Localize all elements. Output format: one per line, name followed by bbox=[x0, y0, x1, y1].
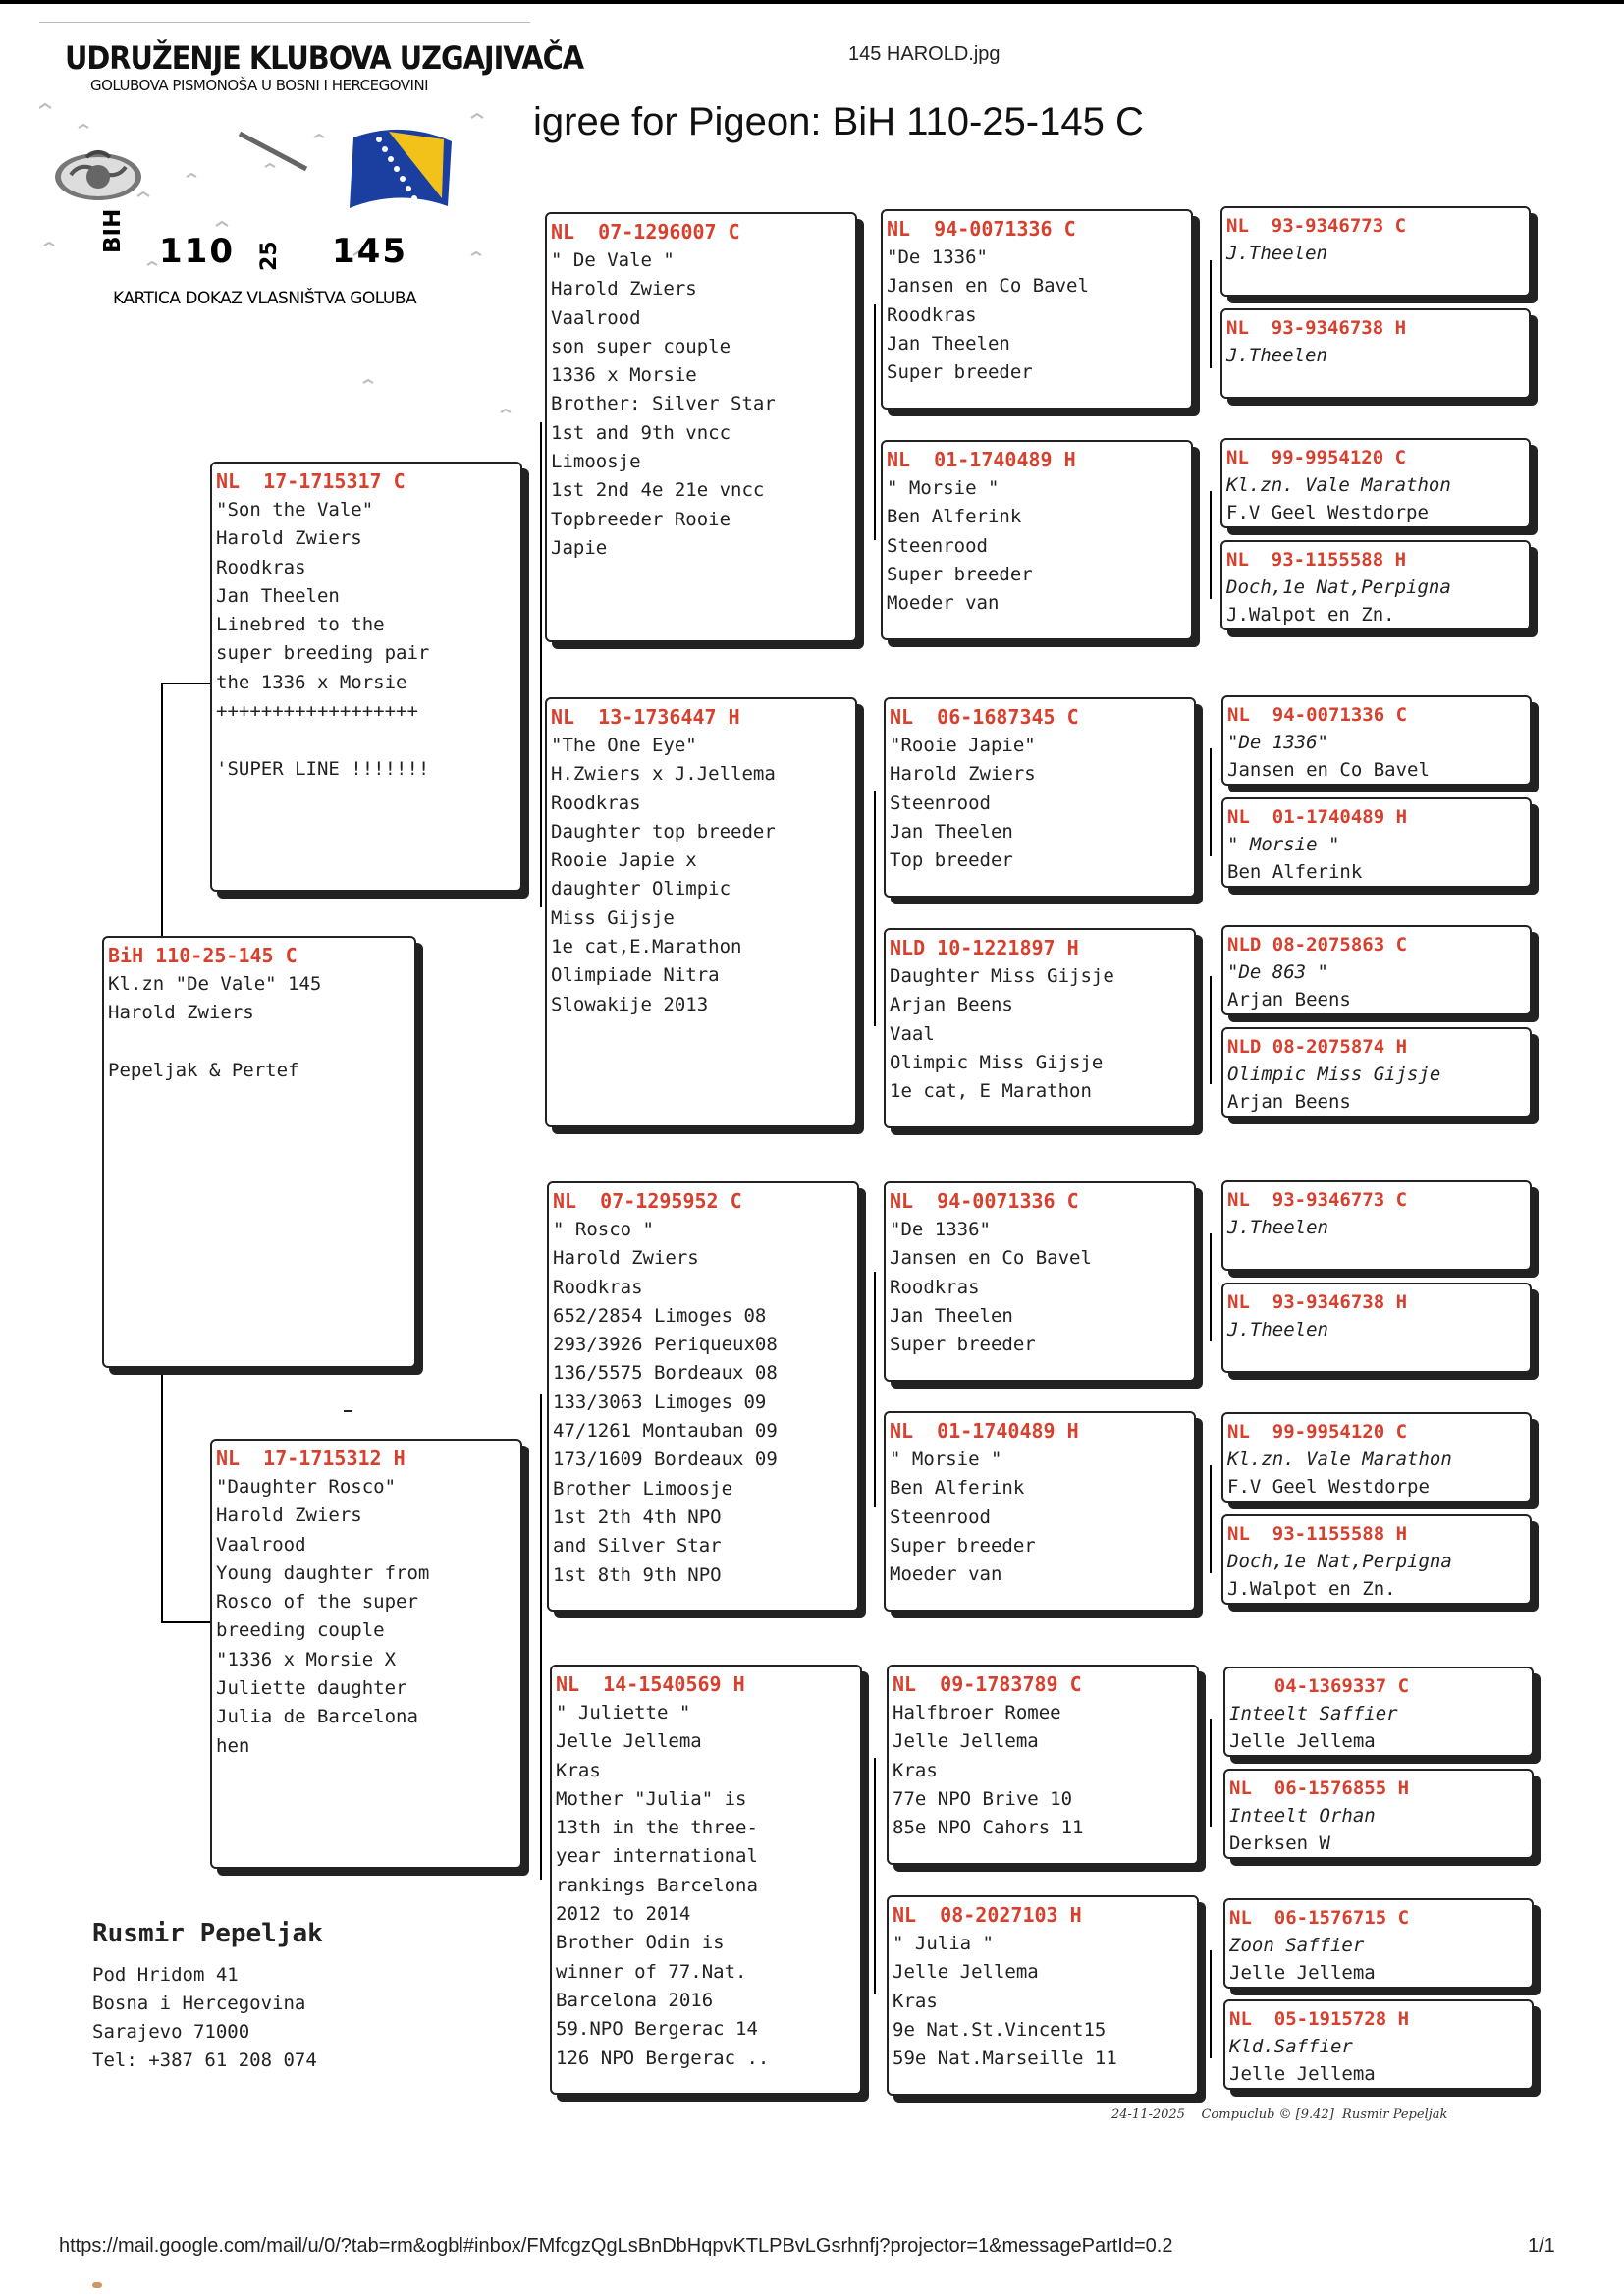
pigeon-info: Brother Odin is bbox=[556, 1932, 725, 1954]
pigeon-info: Zoon Saffier bbox=[1229, 1935, 1365, 1956]
pigeon-info: Limoosje bbox=[551, 451, 641, 473]
owner-name: Rusmir Pepeljak bbox=[92, 1919, 323, 1948]
source-url: https://mail.google.com/mail/u/0/?tab=rm&ogbl#inbox/FMfcgzQgLsBnDbHqpvKTLPBvLGsrhnfj?projector=1&messagePartId=0.2 bbox=[59, 2235, 1173, 2257]
ring-number: NL 05-1915728 H bbox=[1229, 2008, 1410, 2030]
connector bbox=[1210, 748, 1212, 856]
pigeon-info: Halfbroer Romee bbox=[893, 1702, 1061, 1723]
pigeon-info: F.V Geel Westdorpe bbox=[1226, 502, 1429, 523]
pigeon-info: Brother: Silver Star bbox=[551, 393, 776, 415]
pigeon-info: Pepeljak & Pertef bbox=[108, 1059, 299, 1081]
pigeon-info: winner of 77.Nat. bbox=[556, 1960, 747, 1983]
page-title: igree for Pigeon: BiH 110-25-145 C bbox=[533, 100, 1144, 143]
pigeon-info: Super breeder bbox=[887, 563, 1033, 585]
owner-phone: Tel: +387 61 208 074 bbox=[92, 2049, 317, 2071]
pigeon-info: Jelle Jellema bbox=[556, 1730, 702, 1753]
pigeon-info: 1st 2th 4th NPO bbox=[553, 1505, 722, 1528]
ring-number: NL 07-1296007 C bbox=[551, 220, 740, 244]
pigeon-info: Kld.Saffier bbox=[1229, 2036, 1353, 2057]
connector bbox=[1210, 491, 1212, 599]
ring-number: NLD 08-2075863 C bbox=[1227, 934, 1408, 956]
pigeon-info: Inteelt Saffier bbox=[1229, 1703, 1398, 1724]
pigeon-info: Daughter top breeder bbox=[551, 820, 776, 843]
pigeon-info: " Rosco " bbox=[553, 1219, 654, 1240]
owner-street: Pod Hridom 41 bbox=[92, 1964, 239, 1986]
pigeon-info: 133/3063 Limoges 09 bbox=[553, 1391, 767, 1413]
pigeon-info: 47/1261 Montauban 09 bbox=[553, 1420, 778, 1443]
pigeon-info: Jansen en Co Bavel bbox=[890, 1247, 1092, 1270]
pigeon-info: " Morsie " bbox=[887, 477, 1000, 499]
footer-author: Rusmir Pepeljak bbox=[1342, 2107, 1448, 2122]
pigeon-info: J.Theelen bbox=[1226, 345, 1327, 366]
pigeon-info: Jelle Jellema bbox=[1229, 1962, 1376, 1984]
pigeon-info: Steenrood bbox=[890, 792, 991, 814]
pigeon-info: son super couple bbox=[551, 335, 731, 357]
pigeon-info: 'SUPER LINE !!!!!!! bbox=[216, 757, 430, 780]
pigeon-info: Kl.zn. Vale Marathon bbox=[1226, 474, 1451, 496]
baton-icon bbox=[236, 130, 310, 173]
pigeon-info: daughter Olimpic bbox=[551, 878, 731, 901]
pigeon-info: 2012 to 2014 bbox=[556, 1903, 691, 1926]
ring-number: NL 09-1783789 C bbox=[893, 1672, 1082, 1696]
ring-number: 04-1369337 C bbox=[1229, 1675, 1410, 1697]
connector bbox=[874, 1758, 876, 1994]
pigeon-card-dsd bbox=[884, 1411, 1196, 1612]
pigeon-info: " Morsie " bbox=[1227, 834, 1340, 855]
pigeon-info: 1e cat,E.Marathon bbox=[551, 936, 742, 958]
pigeon-card-gen5-9 bbox=[1221, 1180, 1532, 1271]
pigeon-info: Ben Alferink bbox=[890, 1477, 1025, 1500]
pigeon-info: Jansen en Co Bavel bbox=[1227, 759, 1430, 781]
pigeon-info: Olimpic Miss Gijsje bbox=[1227, 1064, 1441, 1085]
ring-number: BiH 110-25-145 C bbox=[108, 944, 298, 967]
pigeon-card-gen5-5 bbox=[1221, 695, 1532, 786]
card-number-25: 25 bbox=[257, 241, 282, 271]
pigeon-info: Rooie Japie x bbox=[551, 849, 697, 872]
card-caption: KARTICA DOKAZ VLASNIŠTVA GOLUBA bbox=[113, 289, 417, 308]
pigeon-info: Harold Zwiers bbox=[108, 1002, 254, 1024]
pigeon-card-sss bbox=[881, 209, 1193, 410]
pigeon-info bbox=[216, 726, 516, 754]
pigeon-info: Mother "Julia" is bbox=[556, 1787, 747, 1810]
pigeon-info: Brother Limoosje bbox=[553, 1477, 733, 1500]
pigeon-card-sds bbox=[884, 697, 1196, 898]
pigeon-info: 85e NPO Cahors 11 bbox=[893, 1817, 1084, 1839]
connector bbox=[1210, 976, 1212, 1084]
page-number: 1/1 bbox=[1528, 2235, 1555, 2257]
pigeon-info: Jan Theelen bbox=[216, 584, 340, 607]
pigeon-info: Harold Zwiers bbox=[216, 1504, 362, 1527]
pigeon-card-gen5-8 bbox=[1221, 1027, 1532, 1118]
pigeon-info: 293/3926 Periqueux08 bbox=[553, 1334, 778, 1356]
pigeon-info: Steenrood bbox=[890, 1505, 991, 1528]
pigeon-info: Jelle Jellema bbox=[893, 1961, 1039, 1984]
pigeon-card-gen5-16 bbox=[1223, 1999, 1534, 2090]
pigeon-info: Julia de Barcelona bbox=[216, 1706, 418, 1728]
pigeon-info: Jan Theelen bbox=[887, 332, 1010, 355]
connector bbox=[1210, 260, 1212, 368]
pigeon-info: "De 863 " bbox=[1227, 961, 1328, 983]
pigeon-card-gen5-15 bbox=[1223, 1898, 1534, 1989]
pigeon-card-gen5-4 bbox=[1220, 540, 1531, 630]
print-footer bbox=[1111, 2107, 1447, 2122]
pigeon-info: "De 1336" bbox=[1227, 732, 1328, 753]
pigeon-info: Jansen en Co Bavel bbox=[887, 275, 1089, 298]
pigeon-info: 77e NPO Brive 10 bbox=[893, 1787, 1073, 1810]
pigeon-card-dam-sire bbox=[547, 1181, 859, 1612]
pigeon-info: Roodkras bbox=[216, 556, 306, 578]
pigeon-info: Kras bbox=[893, 1759, 938, 1781]
pigeon-card-gen5-11 bbox=[1221, 1412, 1532, 1503]
pigeon-info: Top breeder bbox=[890, 849, 1013, 872]
ring-number: NL 01-1740489 H bbox=[890, 1419, 1079, 1443]
pigeon-info: ++++++++++++++++++ bbox=[216, 700, 418, 723]
pigeon-info: J.Walpot en Zn. bbox=[1226, 604, 1395, 626]
pigeon-info: F.V Geel Westdorpe bbox=[1227, 1476, 1430, 1498]
ring-number: NL 93-9346773 C bbox=[1227, 1189, 1408, 1211]
pigeon-info: rankings Barcelona bbox=[556, 1874, 758, 1896]
pigeon-info: "Daughter Rosco" bbox=[216, 1476, 397, 1498]
org-subtitle: GOLUBOVA PISMONOŠA U BOSNI I HERCEGOVINI bbox=[90, 77, 429, 94]
ring-number: NLD 10-1221897 H bbox=[890, 936, 1079, 959]
software-credit: Compuclub © [9.42] bbox=[1201, 2107, 1334, 2122]
pigeon-info: 126 NPO Bergerac .. bbox=[556, 2047, 770, 2069]
pigeon-card-gen5-2 bbox=[1220, 308, 1531, 399]
pigeon-info: 652/2854 Limoges 08 bbox=[553, 1304, 767, 1327]
pigeon-card-sire-dam bbox=[545, 697, 857, 1127]
pigeon-info: Moeder van bbox=[890, 1563, 1002, 1586]
pigeon-card-dam bbox=[210, 1439, 522, 1869]
pigeon-info: Arjan Beens bbox=[1227, 989, 1351, 1011]
pigeon-info: Juliette daughter bbox=[216, 1677, 407, 1700]
pigeon-info: 1336 x Morsie bbox=[551, 364, 697, 387]
pigeon-info: Olimpic Miss Gijsje bbox=[890, 1051, 1104, 1073]
ring-number: NL 13-1736447 H bbox=[551, 705, 740, 729]
pigeon-info: Kras bbox=[893, 1990, 938, 2012]
ring-number: NL 08-2027103 H bbox=[893, 1903, 1082, 1927]
pigeon-card-gen5-10 bbox=[1221, 1283, 1532, 1373]
pigeon-card-sdd bbox=[884, 928, 1196, 1128]
connector bbox=[161, 1621, 212, 1623]
pigeon-info: 1st 2nd 4e 21e vncc bbox=[551, 479, 765, 502]
ring-number: NL 17-1715317 C bbox=[216, 469, 406, 493]
file-name: 145 HAROLD.jpg bbox=[848, 43, 1001, 65]
pigeon-info: Vaalrood bbox=[551, 306, 641, 329]
print-date: 24-11-2025 bbox=[1111, 2107, 1185, 2122]
pigeon-info: Japie bbox=[551, 536, 608, 559]
pigeon-card-ddd bbox=[887, 1895, 1199, 2096]
ring-number: NL 94-0071336 C bbox=[1227, 704, 1408, 726]
pigeon-info: " Julia " bbox=[893, 1933, 994, 1954]
pigeon-info: "De 1336" bbox=[887, 246, 988, 268]
pigeon-info: Harold Zwiers bbox=[890, 763, 1036, 786]
pigeon-card-dds bbox=[887, 1665, 1199, 1865]
ring-number: NL 06-1576715 C bbox=[1229, 1907, 1410, 1929]
pigeon-info: Young daughter from bbox=[216, 1561, 430, 1584]
ring-number: NL 14-1540569 H bbox=[556, 1672, 745, 1696]
ring-number: NL 94-0071336 C bbox=[890, 1189, 1079, 1213]
bih-flag-icon bbox=[344, 126, 458, 212]
pigeon-info: 1e cat, E Marathon bbox=[890, 1080, 1092, 1103]
ring-number: NL 93-1155588 H bbox=[1226, 549, 1407, 571]
ring-number: NL 93-9346738 H bbox=[1227, 1291, 1408, 1313]
pigeon-info: Daughter Miss Gijsje bbox=[890, 965, 1114, 987]
pigeon-card-sire-sire bbox=[545, 212, 857, 642]
pigeon-info: " Juliette " bbox=[556, 1702, 691, 1723]
dash-mark bbox=[344, 1410, 352, 1412]
pigeon-info: "The One Eye" bbox=[551, 735, 697, 756]
pigeon-info: Steenrood bbox=[887, 534, 988, 557]
pigeon-info: J.Walpot en Zn. bbox=[1227, 1578, 1396, 1600]
ring-number: NL 17-1715312 H bbox=[216, 1447, 406, 1470]
pigeon-card-gen5-13 bbox=[1223, 1667, 1534, 1757]
pigeon-info: Harold Zwiers bbox=[551, 278, 697, 301]
pigeon-info: Miss Gijsje bbox=[551, 906, 675, 929]
pigeon-card-gen5-3 bbox=[1220, 438, 1531, 528]
pigeon-info: Jelle Jellema bbox=[893, 1730, 1039, 1753]
pigeon-info: Kras bbox=[556, 1759, 601, 1781]
pigeon-info: Linebred to the bbox=[216, 614, 385, 636]
pigeon-info: Roodkras bbox=[890, 1276, 980, 1298]
connector bbox=[1210, 1233, 1212, 1341]
ring-number: NL 06-1576855 H bbox=[1229, 1777, 1410, 1799]
pigeon-info: Doch,1e Nat,Perpigna bbox=[1226, 576, 1451, 598]
pigeon-info: J.Theelen bbox=[1226, 243, 1327, 264]
pigeon-info: "Rooie Japie" bbox=[890, 735, 1036, 756]
ring-number: NL 06-1687345 C bbox=[890, 705, 1079, 729]
pigeon-info: Kl.zn "De Vale" 145 bbox=[108, 973, 322, 995]
pigeon-info: 59.NPO Bergerac 14 bbox=[556, 2018, 758, 2041]
pigeon-info: " De Vale " bbox=[551, 249, 675, 271]
pigeon-card-subject bbox=[102, 936, 416, 1368]
pigeon-info: 1st and 9th vncc bbox=[551, 421, 731, 444]
pigeon-info: Derksen W bbox=[1229, 1832, 1330, 1854]
pigeon-info: Roodkras bbox=[553, 1276, 643, 1298]
pigeon-info: Jan Theelen bbox=[890, 820, 1013, 843]
ring-number: NL 93-9346773 C bbox=[1226, 215, 1407, 237]
pigeon-info: 1st 8th 9th NPO bbox=[553, 1563, 722, 1586]
pigeon-info: Ben Alferink bbox=[887, 506, 1022, 528]
pigeon-card-gen5-6 bbox=[1221, 797, 1532, 888]
pigeon-info bbox=[108, 1028, 410, 1057]
pigeon-info: Vaalrood bbox=[216, 1533, 306, 1556]
pigeon-info: Vaal bbox=[890, 1022, 935, 1045]
pigeon-card-ssd bbox=[881, 440, 1193, 640]
pigeon-card-gen5-1 bbox=[1220, 206, 1531, 297]
pigeon-info: "De 1336" bbox=[890, 1219, 991, 1240]
birds-background bbox=[39, 59, 550, 471]
pigeon-info: 13th in the three- bbox=[556, 1817, 758, 1839]
ring-number: NL 99-9954120 C bbox=[1227, 1421, 1408, 1443]
pigeon-card-gen5-12 bbox=[1221, 1514, 1532, 1605]
connector bbox=[1210, 1719, 1212, 1827]
pigeon-info: and Silver Star bbox=[553, 1535, 722, 1557]
scan-mark bbox=[92, 2282, 102, 2288]
ring-number: NL 01-1740489 H bbox=[887, 448, 1076, 471]
connector bbox=[1210, 1465, 1212, 1573]
pigeon-info: Arjan Beens bbox=[890, 994, 1013, 1016]
pigeon-info: Super breeder bbox=[890, 1534, 1036, 1557]
pigeon-info: J.Theelen bbox=[1227, 1217, 1328, 1238]
org-name: UDRUŽENJE KLUBOVA UZGAJIVAČA bbox=[65, 39, 584, 77]
pigeon-info: J.Theelen bbox=[1227, 1319, 1328, 1340]
pigeon-info: Inteelt Orhan bbox=[1229, 1805, 1376, 1827]
ring-number: NL 94-0071336 C bbox=[887, 217, 1076, 241]
pigeon-info: super breeding pair bbox=[216, 642, 430, 665]
pigeon-card-sire bbox=[210, 462, 522, 892]
connector bbox=[1210, 1950, 1212, 2058]
pigeon-info: Doch,1e Nat,Perpigna bbox=[1227, 1551, 1452, 1572]
pigeon-card-gen5-7 bbox=[1221, 925, 1532, 1015]
ring-number: NL 01-1740489 H bbox=[1227, 806, 1408, 828]
connector bbox=[161, 683, 212, 684]
globe-logo-icon bbox=[51, 145, 145, 204]
pigeon-info: Slowakije 2013 bbox=[551, 993, 709, 1015]
pigeon-info: Moeder van bbox=[887, 592, 1000, 615]
pigeon-info: " Morsie " bbox=[890, 1448, 1002, 1470]
card-number-145: 145 bbox=[332, 232, 407, 271]
pigeon-info: Topbreeder Rooie bbox=[551, 508, 731, 530]
pigeon-info: Barcelona 2016 bbox=[556, 1989, 714, 2011]
pigeon-info: Super breeder bbox=[890, 1334, 1036, 1356]
pigeon-info: Ben Alferink bbox=[1227, 861, 1363, 883]
connector bbox=[540, 1394, 542, 1880]
connector bbox=[874, 1272, 876, 1507]
pigeon-info: Arjan Beens bbox=[1227, 1091, 1351, 1113]
pigeon-info: Jelle Jellema bbox=[1229, 2063, 1376, 2085]
pigeon-info: hen bbox=[216, 1734, 250, 1757]
ring-number: NL 07-1295952 C bbox=[553, 1189, 742, 1213]
pigeon-info: Rosco of the super bbox=[216, 1591, 418, 1613]
card-country: BIH bbox=[100, 208, 126, 253]
pigeon-card-gen5-14 bbox=[1223, 1769, 1534, 1859]
pigeon-info: year international bbox=[556, 1845, 758, 1868]
pigeon-info: H.Zwiers x J.Jellema bbox=[551, 763, 776, 786]
pigeon-info: Harold Zwiers bbox=[216, 527, 362, 550]
ring-number: NLD 08-2075874 H bbox=[1227, 1036, 1408, 1058]
pigeon-info: Olimpiade Nitra bbox=[551, 964, 720, 987]
owner-country: Bosna i Hercegovina bbox=[92, 1993, 306, 2014]
pigeon-info: 59e Nat.Marseille 11 bbox=[893, 2048, 1117, 2070]
header-rule bbox=[39, 22, 530, 23]
pigeon-info: 9e Nat.St.Vincent15 bbox=[893, 2018, 1107, 2041]
pigeon-card-dss bbox=[884, 1181, 1196, 1382]
pigeon-card-dam-dam bbox=[550, 1665, 862, 2095]
pigeon-info: breeding couple bbox=[216, 1619, 385, 1642]
ring-number: NL 93-1155588 H bbox=[1227, 1523, 1408, 1545]
pigeon-info: Roodkras bbox=[887, 303, 977, 326]
pigeon-info: Jelle Jellema bbox=[1229, 1730, 1376, 1752]
pigeon-info: Kl.zn. Vale Marathon bbox=[1227, 1448, 1452, 1470]
pigeon-info: Harold Zwiers bbox=[553, 1247, 699, 1270]
pigeon-info: 136/5575 Bordeaux 08 bbox=[553, 1362, 778, 1385]
pigeon-info: "1336 x Morsie X bbox=[216, 1648, 397, 1670]
card-number-110: 110 bbox=[159, 232, 235, 271]
pigeon-info: "Son the Vale" bbox=[216, 499, 374, 520]
owner-city: Sarajevo 71000 bbox=[92, 2021, 250, 2043]
connector bbox=[874, 791, 876, 1026]
pigeon-info: Roodkras bbox=[551, 792, 641, 814]
pigeon-info: Jan Theelen bbox=[890, 1304, 1013, 1327]
top-border bbox=[0, 0, 1624, 4]
pigeon-info: the 1336 x Morsie bbox=[216, 671, 407, 693]
ring-number: NL 93-9346738 H bbox=[1226, 317, 1407, 339]
pigeon-info: Super breeder bbox=[887, 361, 1033, 384]
connector bbox=[540, 422, 542, 907]
connector bbox=[874, 304, 876, 540]
ring-number: NL 99-9954120 C bbox=[1226, 447, 1407, 468]
pigeon-info: 173/1609 Bordeaux 09 bbox=[553, 1448, 778, 1471]
